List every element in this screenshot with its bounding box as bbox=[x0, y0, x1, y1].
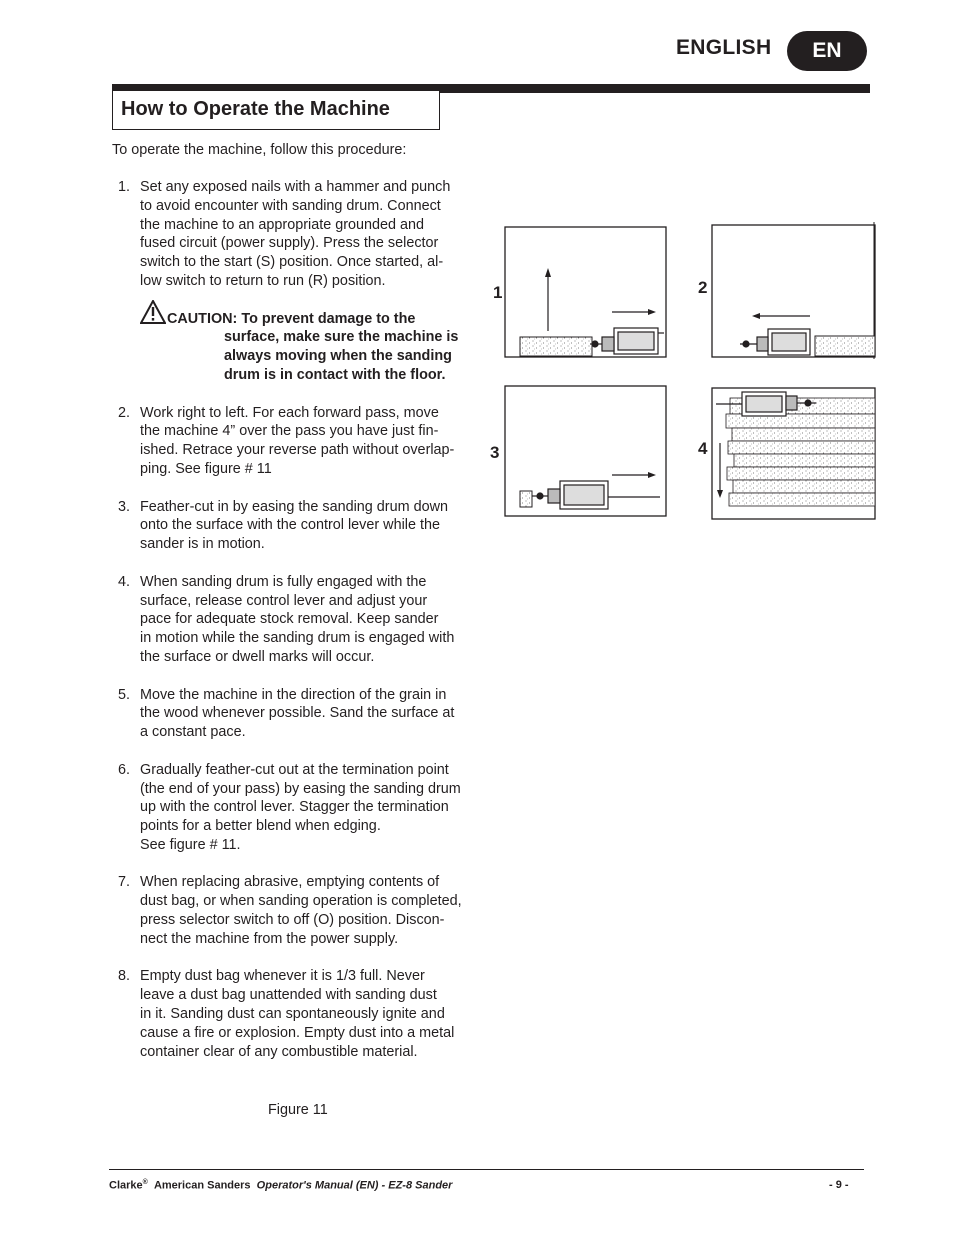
figure-11-illustration bbox=[488, 218, 883, 524]
panel-label-4: 4 bbox=[698, 439, 708, 458]
step-text: Empty dust bag whenever it is 1/3 full. Never leave a dust bag unattended with sanding dust in it. Sanding dust can spontaneously ignite and cause a fire or explosion. Empty dust into a metal container clear of any combustible material. bbox=[140, 968, 455, 1060]
panel-label-2: 2 bbox=[698, 278, 708, 297]
procedure-list bbox=[118, 178, 498, 1080]
caution-block bbox=[140, 310, 498, 385]
figure-panel-2 bbox=[712, 222, 875, 359]
caution-heading: CAUTION: To prevent damage to the bbox=[167, 310, 416, 327]
page-number: - 9 - bbox=[829, 1179, 849, 1191]
step-text: When sanding drum is fully engaged with the surface, release control lever and adjust your pace for adequate stock removal. Keep sander in motion while the sanding drum is engaged with the surface or dwell marks will occur. bbox=[140, 573, 455, 665]
list-item bbox=[118, 404, 498, 479]
list-item bbox=[118, 178, 498, 291]
figure-panel-3 bbox=[505, 386, 666, 516]
step-number: 5. bbox=[118, 686, 131, 703]
figure-panel-4 bbox=[712, 388, 875, 519]
figure-caption: Figure 11 bbox=[268, 1102, 328, 1118]
section-title: How to Operate the Machine bbox=[121, 98, 390, 120]
panel-label-3: 3 bbox=[490, 443, 500, 462]
caution-text: surface, make sure the machine is always moving when the sanding drum is in contact with the floor. bbox=[224, 329, 459, 383]
language-badge: EN bbox=[787, 31, 867, 71]
step-number: 8. bbox=[118, 968, 131, 985]
step-number: 6. bbox=[118, 761, 131, 778]
step-number: 4. bbox=[118, 573, 131, 590]
footer-text bbox=[109, 1179, 452, 1192]
step-number: 1. bbox=[118, 179, 131, 195]
list-item bbox=[118, 498, 498, 554]
list-item bbox=[118, 686, 498, 742]
registered-mark: ® bbox=[142, 1179, 148, 1186]
step-number: 2. bbox=[118, 404, 131, 421]
step-text: When replacing abrasive, emptying contents of dust bag, or when sanding operation is completed, press selector switch to off (O) position. Discon- nect the machine from the power supply. bbox=[140, 874, 462, 947]
intro-text: To operate the machine, follow this procedure: bbox=[112, 142, 407, 158]
step-number: 7. bbox=[118, 874, 131, 891]
footer-manual-title: Operator's Manual (EN) - EZ-8 Sander bbox=[256, 1179, 453, 1192]
step-text: Work right to left. For each forward pass, move the machine 4” over the pass you have just fin- ished. Retrace your reverse path without overlap- ping. See figure # 11 bbox=[140, 404, 455, 477]
footer-company: American Sanders bbox=[153, 1179, 251, 1192]
footer-brand: Clarke bbox=[109, 1179, 143, 1192]
figure-panel-1 bbox=[505, 227, 666, 357]
step-number: 3. bbox=[118, 498, 131, 515]
step-text: Gradually feather-cut out at the termination point (the end of your pass) by easing the sanding drum up with the control lever. Stagger the termination points for a better blend when edging. See figure # 11. bbox=[140, 761, 461, 853]
footer-rule bbox=[109, 1169, 864, 1170]
step-text: Set any exposed nails with a hammer and punch to avoid encounter with sanding drum. Connect the machine to an appropriate grounded and fused circuit (power supply). Press the selector switch to the start (S) position. Once started, al- low switch to return to run (R) position. bbox=[140, 179, 451, 289]
list-item bbox=[118, 761, 498, 855]
list-item bbox=[118, 967, 498, 1061]
panel-label-1: 1 bbox=[493, 283, 503, 302]
warning-icon bbox=[140, 300, 166, 324]
step-text: Feather-cut in by easing the sanding drum down onto the surface with the control lever while the sander is in motion. bbox=[140, 498, 448, 553]
language-label: ENGLISH bbox=[676, 36, 772, 59]
step-text: Move the machine in the direction of the grain in the wood whenever possible. Sand the surface at a constant pace. bbox=[140, 686, 455, 741]
list-item bbox=[118, 573, 498, 667]
list-item bbox=[118, 873, 498, 948]
